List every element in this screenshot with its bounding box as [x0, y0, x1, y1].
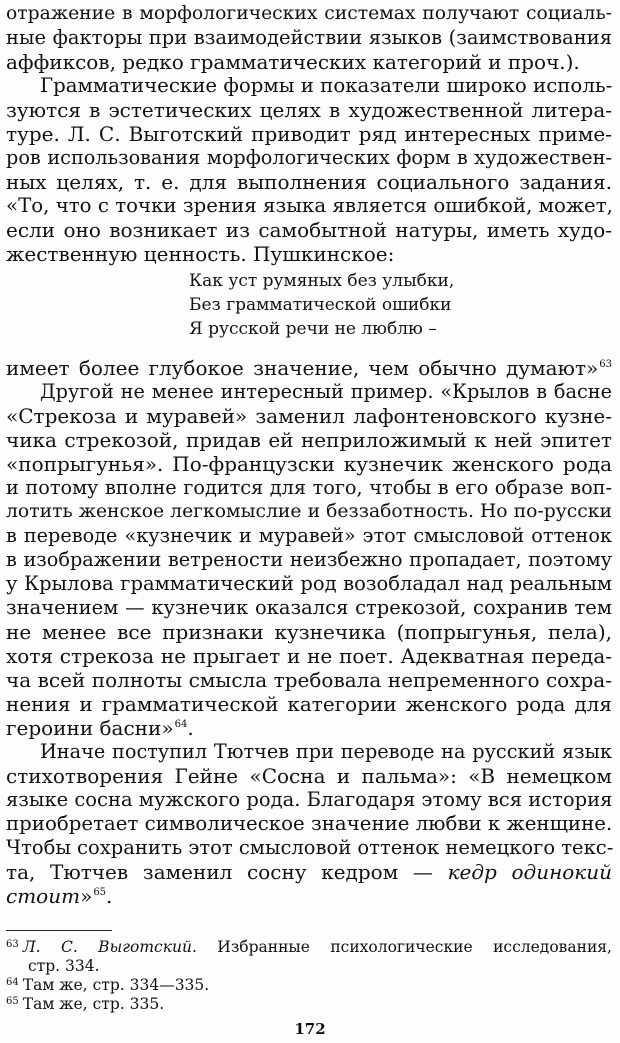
text-line: Грамматические формы и показатели широко исполь- [40, 74, 613, 97]
text-line: не менее все признаки кузнечика (попрыгунья, пела), [6, 620, 612, 644]
page-number: 172 [294, 1020, 326, 1038]
text-line: ных целях, т. е. для выполнения социального задания. [6, 170, 612, 194]
text-line: значением — кузнечик оказался стрекозой, сохранив тем [6, 596, 612, 619]
footnote [6, 995, 164, 1016]
text-segment: героини басни» [6, 716, 174, 740]
footnote-ref: 63 [599, 359, 612, 370]
footnote-number: 65 [6, 996, 19, 1007]
text-line: стоит»$^{65}$. [6, 884, 113, 908]
text-line: «Стрекоза и муравей» заменил лафонтеновского кузне- [6, 404, 612, 428]
text-line: стихотворения Гейне «Сосна и пальма»: «В немецком [6, 764, 612, 788]
text-segment: та, Тютчев заменил сосну кедром — [6, 860, 433, 884]
footnote-ref: 65 [93, 887, 107, 898]
footnote-author: Л. С. Выготский. [22, 938, 197, 956]
text-line: жественную ценность. Пушкинское: [6, 242, 395, 266]
footnote-text: Там же, стр. 335. [22, 995, 165, 1013]
text-line: ча всей полноты смысла требовала непременного сохра- [6, 668, 612, 692]
text-line: аффиксов, редко грамматических категорий и проч.). [6, 50, 580, 74]
italic-text: кедр одинокий [447, 860, 613, 884]
text-line: ные факторы при взаимодействии языков (заимствования [6, 26, 612, 49]
text-line: «То, что с точки зрения языка является ошибкой, может, [6, 194, 613, 217]
footnote [6, 976, 209, 997]
text-line: Иначе поступил Тютчев при переводе на русский язык [40, 740, 612, 763]
footnote-text: Там же, стр. 334—335. [22, 976, 210, 994]
text-line: хотя стрекоза не прыгает и не поет. Адекватная переда- [6, 644, 612, 668]
text-line: туре. Л. С. Выготский приводит ряд интересных приме- [6, 122, 612, 146]
text-segment: имеет более глубокое значение, чем обычно думают» [6, 356, 599, 380]
verse-line: Как уст румяных без улыбки, [189, 271, 455, 291]
footnote-text: Избранные психологические исследования, [217, 938, 612, 956]
text-line: чика стрекозой, придав ей неприложимый к ней эпитет [6, 428, 612, 452]
footnote [6, 938, 612, 959]
footnote-number: 64 [6, 977, 19, 988]
text-line: героини басни»$^{64}$. [6, 716, 194, 740]
text-line: зуются в эстетических целях в художественной литера- [6, 98, 612, 122]
verse-line: Я русской речи не люблю – [189, 319, 437, 339]
text-line: отражение в морфологических системах получают социаль- [6, 3, 612, 24]
text-line: приобретает символическое значение любви к женщине. [6, 812, 613, 835]
text-line: нения и грамматической категории женского рода для [6, 692, 612, 716]
text-line: Другой не менее интересный пример. «Крылов в басне [40, 380, 612, 403]
text-line: и потому вполне годится для того, чтобы в его образе воп- [6, 476, 612, 499]
text-line: Чтобы сохранить этот смысловой оттенок немецкого текс- [6, 836, 614, 859]
text-line: в изображении ветрености неизбежно пропадает, поэтому [6, 548, 612, 571]
text-line: у Крылова грамматический род возобладал над реальным [6, 572, 612, 595]
italic-text: стоит [6, 884, 81, 908]
verse-line: Без грамматической ошибки [189, 295, 452, 315]
footnote-divider [6, 930, 112, 931]
text-line: лотить женское легкомыслие и беззаботность. Но по-русски [6, 501, 612, 522]
footnote-continuation: стр. 334. [28, 957, 100, 975]
text-line [6, 860, 612, 884]
text-line: в переводе «кузнечик и муравей» этот смысловой оттенок [6, 524, 612, 547]
footnote-ref: 64 [174, 719, 188, 730]
text-line: ров использования морфологических форм в художествен- [6, 146, 612, 169]
text-line: языке сосна мужского рода. Благодаря этому вся история [6, 788, 613, 811]
text-line: если оно возникает из самобытной натуры, иметь худо- [6, 218, 612, 242]
footnote-number: 63 [6, 939, 19, 950]
text-line: «попрыгунья». По-французски кузнечик женского рода [6, 452, 612, 476]
